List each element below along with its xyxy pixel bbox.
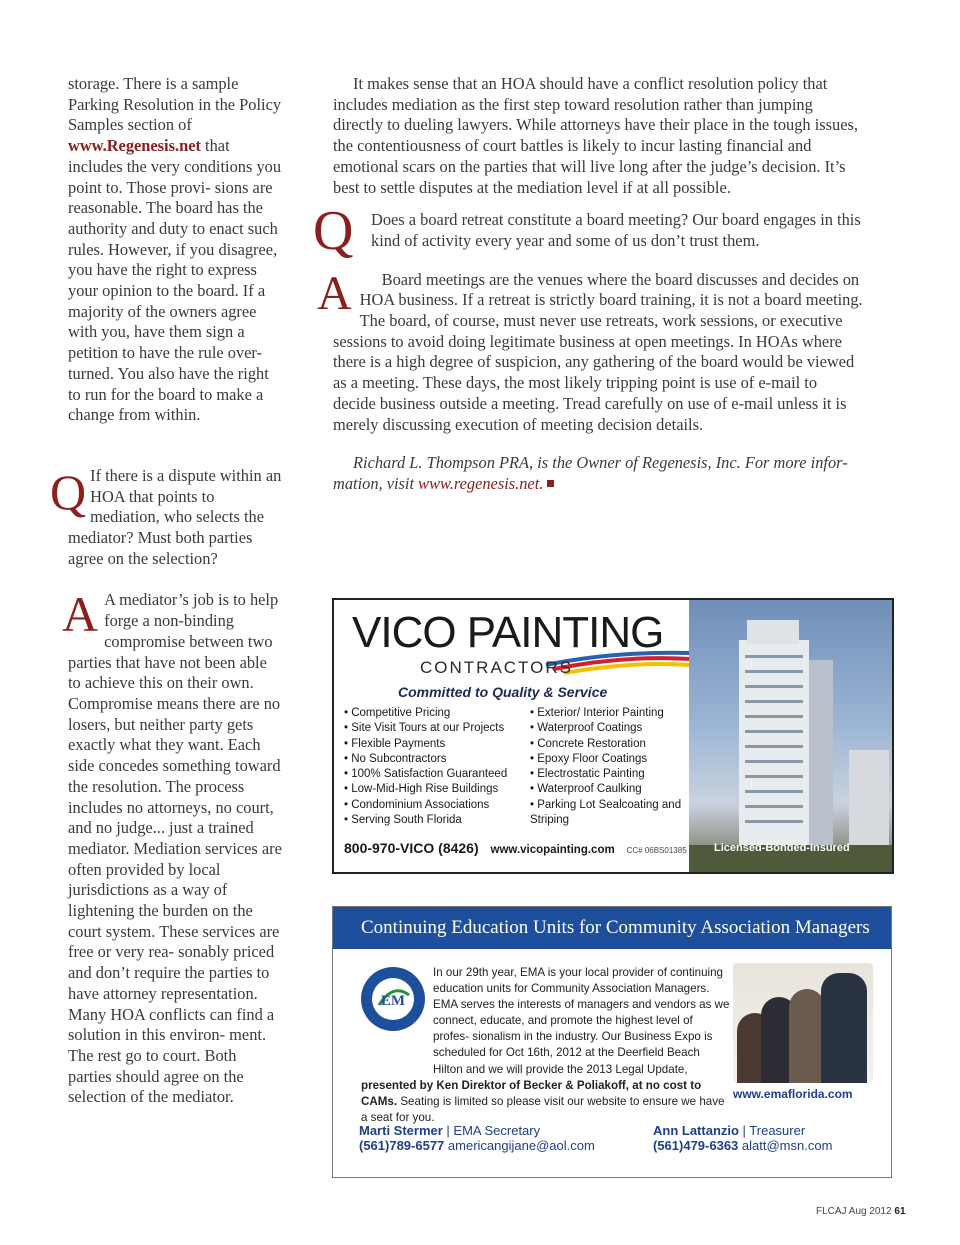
- list-item: • Waterproof Coatings: [530, 721, 690, 736]
- list-item: • Condominium Associations: [344, 798, 507, 813]
- vico-highrise-photo: [689, 600, 892, 872]
- contact-role: | EMA Secretary: [442, 1123, 541, 1138]
- vico-phone[interactable]: 800-970-VICO (8426): [344, 840, 479, 856]
- list-item: • 100% Satisfaction Guaranteed: [344, 767, 507, 782]
- person-figure-icon: [821, 973, 867, 1083]
- ema-website-link[interactable]: www.emaflorida.com: [733, 1087, 853, 1101]
- author-bio: Richard L. Thompson PRA, is the Owner of Regenesis, Inc. For more infor- mation, visit www.regenesis.net.: [333, 453, 848, 493]
- right-column: [313, 74, 863, 495]
- list-item: • Concrete Restoration: [530, 737, 690, 752]
- list-item: • Epoxy Floor Coatings: [530, 752, 690, 767]
- issue-date: Aug 2012: [848, 1206, 892, 1217]
- page-number: 61: [894, 1206, 906, 1217]
- list-item: • No Subcontractors: [344, 752, 507, 767]
- list-item: • Serving South Florida: [344, 813, 507, 828]
- list-item: • Waterproof Caulking: [530, 782, 690, 797]
- question-block-mediator: [50, 463, 282, 570]
- question-text: If there is a dispute within an HOA that points to mediation, who selects the mediator? Must both parties agree on the selection?: [68, 465, 282, 568]
- page-footer: [816, 1206, 906, 1217]
- list-item: • Low-Mid-High Rise Buildings: [344, 782, 507, 797]
- ema-legal-update-presenter: presented by Ken Direktor of Becker & Poliakoff,: [361, 1078, 630, 1092]
- question-text: Does a board retreat constitute a board meeting? Our board engages in this kind of activity every year and some of us don’t trust them.: [371, 210, 861, 250]
- contact-name: Marti Stermer: [359, 1123, 443, 1138]
- person-figure-icon: [789, 989, 825, 1083]
- vico-features-list-right: [530, 706, 690, 828]
- list-item: • Flexible Payments: [344, 737, 507, 752]
- ema-title: Continuing Education Units for Community Association Managers: [361, 917, 870, 938]
- answer-text: Board meetings are the venues where the board discusses and decides on HOA business. If a retreat is strictly board training, it is not a board meeting. The board, of course, must never use retreats, work sessions, or executive sessions to avoid doing legitimate business at open meetings. In HOAs where there is a high degree of suspicion, any gathering of the board would be viewed as a meeting. These days, the most likely tripping point is use of e-mail to decide business outside a meeting. Tread carefully on use of e-mail unless it is merely discussing execution of meeting decision details.: [333, 269, 863, 434]
- vico-features-list-left: [344, 706, 507, 828]
- ema-header-bar: [333, 907, 891, 949]
- answer-dropcap: A: [62, 586, 99, 643]
- vico-painting-ad[interactable]: [332, 598, 894, 874]
- vico-website-link[interactable]: www.vicopainting.com: [490, 844, 615, 856]
- list-item: • Site Visit Tours at our Projects: [344, 721, 507, 736]
- bio-website-link[interactable]: www.regenesis.net.: [418, 473, 544, 493]
- answer-text: A mediator’s job is to help forge a non-binding compromise between two parties that have not been able to achieve this on their own. Compromise means there are no losers, but neither party gets exactly what they want. Each side concedes something toward the resolution. The process includes no attorneys, no court, and no judge... just a trained mediator. Mediation services are often provided by local jurisdictions as a way of lightening the burden on the court system. These services are free or very rea- sonably priced and don’t require the parties to have attorney representation. Many HOA conflicts can find a solution in this environ- ment. The rest go to court. Both parties should agree on the selection of the mediator.: [68, 590, 282, 1107]
- contact-phone[interactable]: (561)789-6577: [359, 1138, 445, 1153]
- publication-name: FLCAJ: [816, 1206, 847, 1217]
- intro-paragraph: storage. There is a sample Parking Resolution in the Policy Samples section of www.Regenesis.net that includes the very conditions you point to. Those provi- sions are reasonable. The board has the authority and duty to enact such rules. However, if you disagree, you have the right to express your opinion to the board. If a majority of the owners agree with you, have them sign a petition to have the rule over- turned. You also have the right to run for the board to make a change from within.: [68, 74, 282, 425]
- regenesis-link[interactable]: www.Regenesis.net: [68, 136, 201, 156]
- contact-email[interactable]: alatt@msn.com: [738, 1138, 833, 1153]
- vico-tagline: Committed to Quality & Service: [398, 684, 608, 700]
- left-column: [50, 74, 282, 1108]
- vico-license-number: CC# 06BS01385: [626, 846, 687, 855]
- contact-phone[interactable]: (561)479-6363: [653, 1138, 739, 1153]
- question-dropcap: Q: [313, 200, 354, 263]
- building-illustration-icon: [689, 600, 892, 872]
- ema-ceu-ad[interactable]: [332, 906, 892, 1178]
- list-item: • Competitive Pricing: [344, 706, 507, 721]
- ema-no-cost-note: at no cost to CAMs.: [361, 1078, 702, 1108]
- answer-block-retreat: [317, 266, 863, 436]
- answer-dropcap: A: [317, 266, 352, 320]
- ema-contact-treasurer: [653, 1123, 832, 1153]
- ema-business-people-photo: [733, 963, 873, 1083]
- contact-name: Ann Lattanzio: [653, 1123, 739, 1138]
- vico-licensed-label: Licensed-Bonded-Insured: [714, 842, 850, 854]
- vico-contractors-label: CONTRACTORS: [420, 658, 573, 677]
- ema-body-text: In our 29th year, EMA is your local provider of continuing education units for Community Association Managers. EMA serves the interests of managers and vendors as we connect, educate, and promote the highest level of profes- sionalism in the industry. Our Business Expo is scheduled for Oct 16th, 2012 at the Deerfield Beach Hilton and we will provide the 2013 Legal Update, presented by Ken Direktor of Becker & Poliakoff, at no cost to CAMs. Seating is limited so please visit our website to ensure we have a seat for you.: [361, 966, 730, 1124]
- list-item: • Exterior/ Interior Painting: [530, 706, 690, 721]
- contact-email[interactable]: americangijane@aol.com: [444, 1138, 595, 1153]
- ema-contact-secretary: [359, 1123, 595, 1153]
- list-item: • Electrostatic Painting: [530, 767, 690, 782]
- mediation-policy-paragraph: It makes sense that an HOA should have a conflict resolution policy that includes mediation as the first step toward resolution rather than jumping directly to dueling lawyers. While attorneys have their place in the tough issues, the contentiousness of court battles is likely to incur lasting financial and emotional scars on the parties that will live long after the judge’s decision. It’s best to settle disputes at the mediation level if at all possible.: [333, 74, 858, 197]
- end-mark-icon: [547, 480, 554, 487]
- question-dropcap: Q: [50, 463, 87, 520]
- list-item: • Parking Lot Sealcoating and Striping: [530, 798, 690, 829]
- question-block-retreat: [313, 200, 863, 263]
- answer-block-mediator: [62, 586, 282, 1108]
- vico-contact-line: [344, 840, 687, 856]
- vico-logo-name: VICO PAINTING: [352, 608, 664, 657]
- contact-role: | Treasurer: [738, 1123, 806, 1138]
- ema-logo-letters: EM: [380, 993, 406, 1009]
